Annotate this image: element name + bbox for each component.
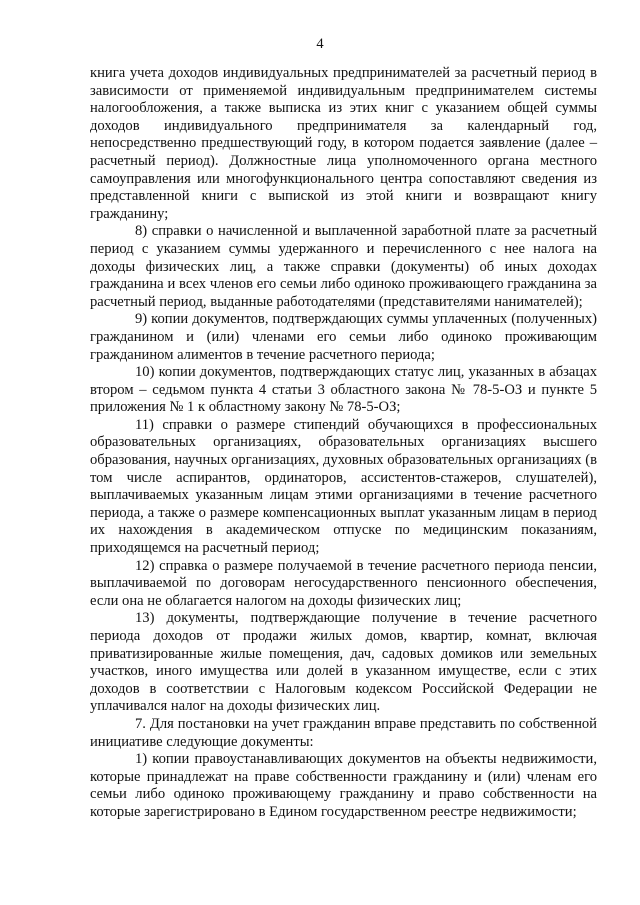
paragraph-item-13: 13) документы, подтверждающие получение в течение расчетного периода доходов от продажи жилых домов, квартир, комнат, включая приватизированные жилые помещения, дач, садовых домиков или земельных участков, иного имущества или долей в указанном имуществе, если с этих доходов в соответствии с Налоговым кодексом Российской Федерации не уплачивался налог на доходы физических лиц. <box>90 610 597 715</box>
paragraph-book-of-income: книга учета доходов индивидуальных предпринимателей за расчетный период в зависимости от применяемой индивидуальным предпринимателем системы налогообложения, а также выписка из этих книг с указанием общей суммы доходов индивидуального предпринимателя за календарный год, непосредственно предшествующий году, в котором подается заявление (далее – расчетный период). Должностные лица уполномоченного органа местного самоуправления или многофункционального центра сопоставляют сведения из представленной книги с выпиской из этой книги и возвращают книгу гражданину; <box>90 65 597 222</box>
paragraph-item-8: 8) справки о начисленной и выплаченной заработной плате за расчетный период с указанием суммы удержанного и перечисленного с нее налога на доходы физических лиц, а также справки (документы) об иных доходах гражданина и всех членов его семьи либо одиноко проживающего гражданина за расчетный период, выданные работодателями (представителями нанимателей); <box>90 223 597 310</box>
paragraph-section-7-item-1: 1) копии правоустанавливающих документов на объекты недвижимости, которые принадлежат на праве собственности гражданину и (или) членам его семьи либо одиноко проживающему гражданину и право собственности на которые зарегистрировано в Едином государственном реестре недвижимости; <box>90 751 597 820</box>
paragraph-item-9: 9) копии документов, подтверждающих суммы уплаченных (полученных) гражданином и (или) членами его семьи либо одиноко проживающим гражданином алиментов в течение расчетного периода; <box>90 311 597 363</box>
page-number: 4 <box>316 36 324 52</box>
paragraph-section-7: 7. Для постановки на учет гражданин вправе представить по собственной инициативе следующие документы: <box>90 715 597 750</box>
document-body <box>90 65 597 822</box>
paragraph-item-12: 12) справка о размере получаемой в течение расчетного периода пенсии, выплачиваемой по договорам негосударственного пенсионного обеспечения, если она не облагается налогом на доходы физических лиц; <box>90 557 597 609</box>
paragraph-item-10: 10) копии документов, подтверждающих статус лиц, указанных в абзацах втором – седьмом пункта 4 статьи 3 областного закона № 78-5-ОЗ и пункте 5 приложения № 1 к областному закону № 78-5-ОЗ; <box>90 364 597 416</box>
paragraph-item-11: 11) справки о размере стипендий обучающихся в профессиональных образовательных организациях, образовательных организациях высшего образования, научных организациях, духовных образовательных организациях (в том числе аспирантов, ординаторов, ассистентов-стажеров, слушателей), выплачиваемых указанным лицам этими организациями в течение расчетного периода, а также о размере компенсационных выплат указанным лицам в период их нахождения в академическом отпуске по медицинским показаниям, приходящемся на расчетный период; <box>90 416 597 557</box>
